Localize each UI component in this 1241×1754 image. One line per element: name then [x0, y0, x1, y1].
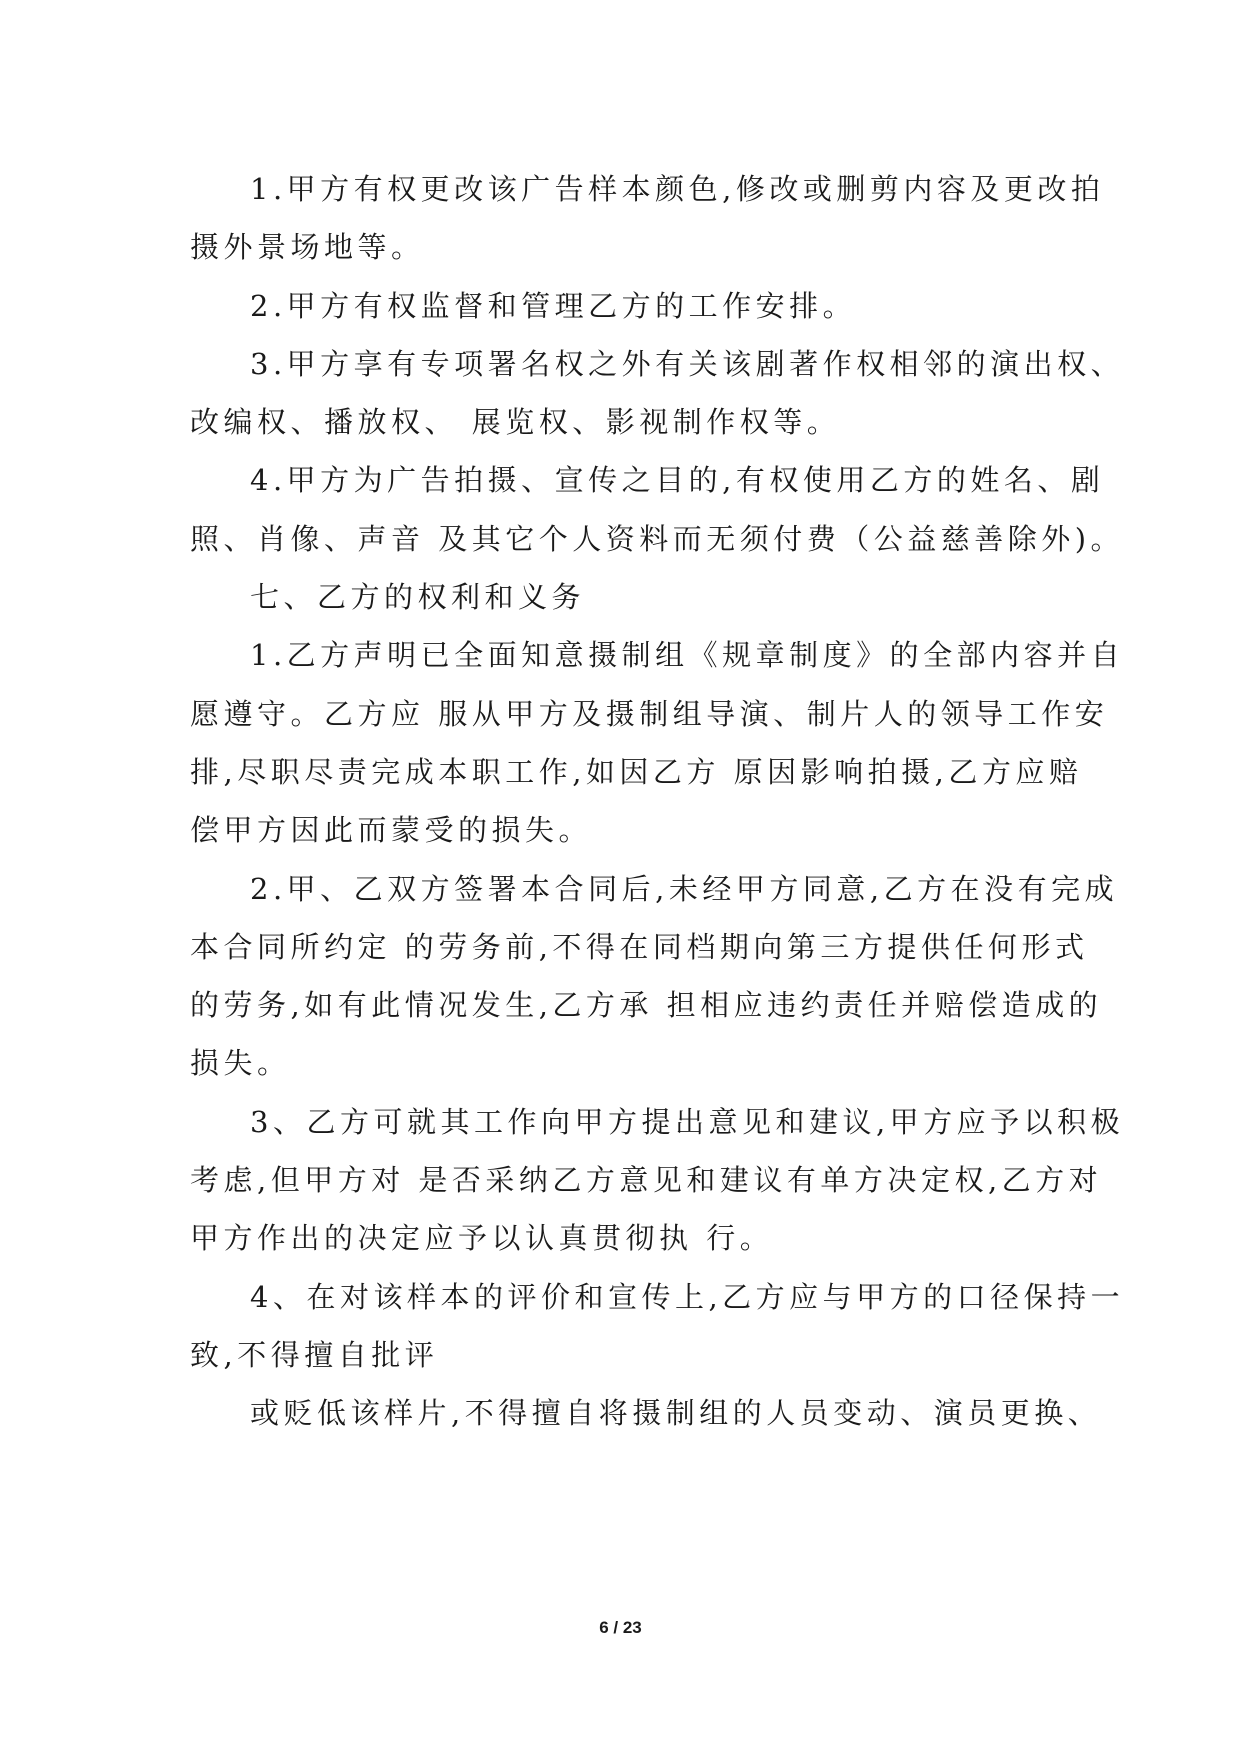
party-b-clause-1-line-1: 1.乙方声明已全面知意摄制组《规章制度》的全部内容并自 [250, 638, 1125, 673]
clause-1-line-2: 摄外景场地等。 [190, 230, 425, 265]
party-b-clause-2-line-2: 本合同所约定 的劳务前,不得在同档期向第三方提供任何形式 [190, 929, 1089, 964]
clause-2-line-1: 2.甲方有权监督和管理乙方的工作安排。 [250, 288, 857, 323]
party-b-clause-4-line-3: 或贬低该样片,不得擅自将摄制组的人员变动、演员更换、 [250, 1396, 1102, 1431]
party-b-clause-1-line-3: 排,尽职尽责完成本职工作,如因乙方 原因影响拍摄,乙方应赔 [190, 754, 1083, 789]
clause-4-line-2: 照、肖像、声音 及其它个人资料而无须付费（公益慈善除外)。 [190, 521, 1125, 556]
clause-4-line-1: 4.甲方为广告拍摄、宣传之目的,有权使用乙方的姓名、剧 [250, 463, 1105, 498]
party-b-clause-1-line-2: 愿遵守。乙方应 服从甲方及摄制组导演、制片人的领导工作安 [190, 696, 1109, 731]
party-b-clause-4-line-1: 4、在对该样本的评价和宣传上,乙方应与甲方的口径保持一 [250, 1279, 1125, 1314]
party-b-clause-2-line-3: 的劳务,如有此情况发生,乙方承 担相应违约责任并赔偿造成的 [190, 988, 1103, 1023]
party-b-clause-1-line-4: 偿甲方因此而蒙受的损失。 [190, 813, 593, 848]
section-heading: 七、乙方的权利和义务 [250, 580, 586, 615]
party-b-clause-3-line-3: 甲方作出的决定应予以认真贯彻执 行。 [190, 1221, 774, 1256]
clause-3-line-2: 改编权、播放权、 展览权、影视制作权等。 [190, 405, 841, 440]
party-b-clause-3-line-2: 考虑,但甲方对 是否采纳乙方意见和建议有单方决定权,乙方对 [190, 1163, 1103, 1198]
page-number: 6 / 23 [599, 1618, 642, 1637]
clause-3-line-1: 3.甲方享有专项署名权之外有关该剧著作权相邻的演出权、 [250, 346, 1125, 381]
document-body [190, 160, 1125, 1443]
party-b-clause-3-line-1: 3、乙方可就其工作向甲方提出意见和建议,甲方应予以积极 [250, 1104, 1125, 1139]
party-b-clause-2-line-4: 损失。 [190, 1046, 291, 1081]
party-b-clause-2-line-1: 2.甲、乙双方签署本合同后,未经甲方同意,乙方在没有完成 [250, 871, 1119, 906]
party-b-clause-4-line-2: 致,不得擅自批评 [190, 1337, 439, 1372]
clause-1-line-1: 1.甲方有权更改该广告样本颜色,修改或删剪内容及更改拍 [250, 172, 1105, 206]
